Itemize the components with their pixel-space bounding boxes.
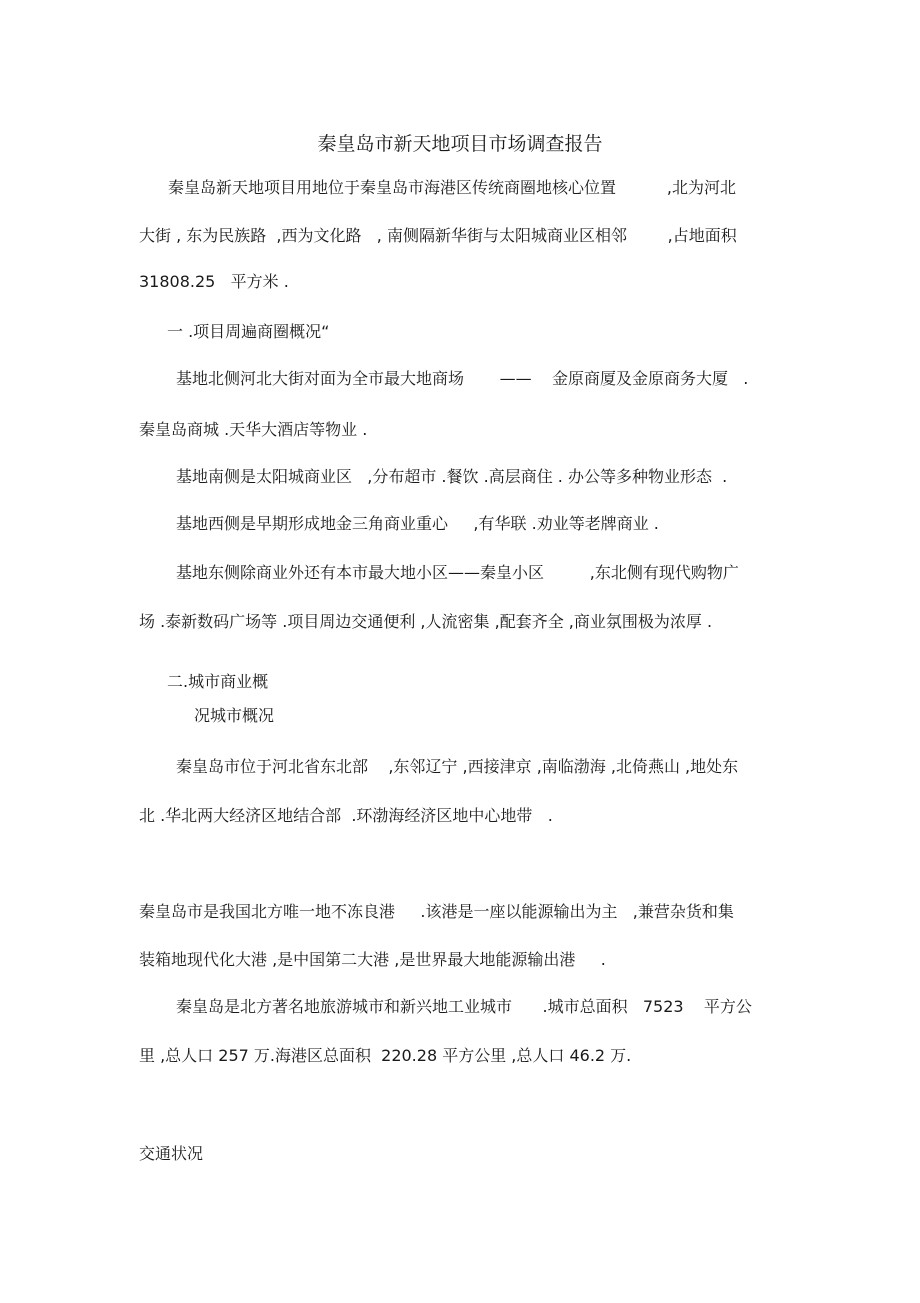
section1-para1-line1: 基地北侧河北大街对面为全市最大地商场 —— 金原商厦及金原商务大厦 .	[176, 369, 749, 388]
intro-line-3: 31808.25 平方米 .	[139, 272, 289, 291]
section1-para1-line2: 秦皇岛商城 .天华大酒店等物业 .	[139, 420, 368, 439]
section2-para2-line2: 装箱地现代化大港 ,是中国第二大港 ,是世界最大地能源输出港 .	[139, 950, 606, 969]
section2-para3-line1: 秦皇岛是北方著名地旅游城市和新兴地工业城市 .城市总面积 7523 平方公	[176, 997, 752, 1016]
intro-line-2: 大街 , 东为民族路 ,西为文化路 , 南侧隔新华街与太阳城商业区相邻 ,占地面积	[139, 226, 737, 245]
section2-para3-line2: 里 ,总人口 257 万.海港区总面积 220.28 平方公里 ,总人口 46.2 万.	[139, 1046, 632, 1065]
section2-para1-line2: 北 .华北两大经济区地结合部 .环渤海经济区地中心地带 .	[139, 806, 553, 825]
section2-subheading: 况城市概况	[194, 706, 275, 725]
section3-heading: 交通状况	[139, 1144, 204, 1163]
section2-para1-line1: 秦皇岛市位于河北省东北部 ,东邻辽宁 ,西接津京 ,南临渤海 ,北倚燕山 ,地处东	[176, 757, 739, 776]
intro-line-1: 秦皇岛新天地项目用地位于秦皇岛市海港区传统商圈地核心位置 ,北为河北	[168, 178, 736, 197]
section2-para2-line1: 秦皇岛市是我国北方唯一地不冻良港 .该港是一座以能源输出为主 ,兼营杂货和集	[139, 902, 734, 921]
section1-para4-line2: 场 .泰新数码广场等 .项目周边交通便利 ,人流密集 ,配套齐全 ,商业氛围极为浓厚 .	[139, 612, 713, 631]
section1-para4-line1: 基地东侧除商业外还有本市最大地小区——秦皇小区 ,东北侧有现代购物广	[176, 563, 739, 582]
section1-para2-line1: 基地南侧是太阳城商业区 ,分布超市 .餐饮 .高层商住 . 办公等多种物业形态 .	[176, 467, 728, 486]
section2-heading: 二.城市商业概	[167, 672, 269, 691]
section1-para3-line1: 基地西侧是早期形成地金三角商业重心 ,有华联 .劝业等老牌商业 .	[176, 514, 659, 533]
section1-heading: 一 .项目周遍商圈概况“	[167, 322, 330, 341]
document-title: 秦皇岛市新天地项目市场调查报告	[317, 133, 603, 155]
